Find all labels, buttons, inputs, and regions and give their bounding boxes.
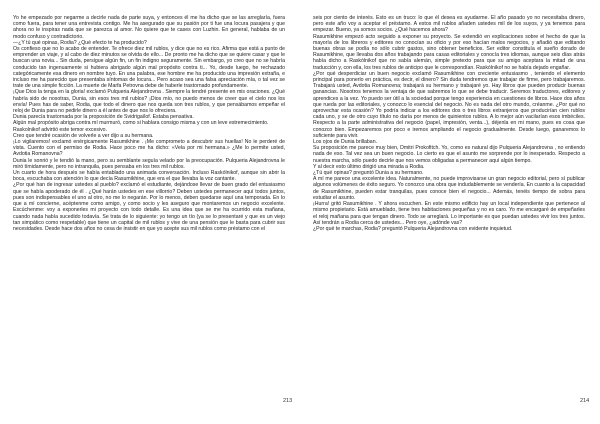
paragraph: seis por ciento de interés. Esto es un truco: lo que él desea es ayudarme. El año pasado yo no necesitaba dinero, pero este año voy a aceptar el préstamo. A estos mil rublos añaden ustedes mil de los suyos, y ya tenemos para empezar. Bueno, ya somos socios. ¿Qué hacemos ahora? — [313, 15, 585, 34]
paragraph: —¿Y tú qué opinas, Rodia? ¿Qué efecto te ha producido? — [13, 39, 147, 46]
paragraph: ¿Por qué te marchas, Rodia? preguntó Pulqueria Alejandrovna con evidente inquietud. — [313, 225, 513, 232]
paragraph: Os confieso que no lo acabo de entender. Te ofrece diez mil rublos, y dice que no es rico. Afirma que está a punto de emprender un viaje, y al cabo de diez minutos se olvida de ello... De pronto me ha dicho que se quiere casar y que le buscan una novia... Sin duda, persigue algún fin, un fin indigno seguramente. Sin embargo, yo creo que no se habría conducido tan ingenuamente si hubiera abrigado algún mal propósito contra ti... Yo, desde luego, he rechazado categóricamente esa dinero en nombre tuyo. En una palabra, ese hombre me ha producido una impresión extraña, e incluso me ha parecido que presentaba síntomas de locura... Pero acaso sea una falsa apreciación mía, o tal vez se trate de una simple ficción. La muerte de Marfa Petrovna debe de haberle trastornado profundamente. — [13, 46, 285, 90]
paragraph: ¡Que Dios la tenga en la gloria! exclamó Pulqueria Alejandrovna . Siempre la tendré presente en mis oraciones. ¿Qué habría sido de nosotras, Dunia, sin esos tres mil rublos? ¡Dios mío, no puedo menos de creer que el cielo nos los envía! Pues has de saber, Rodia, que todo el dinero que nos queda son tres rublos, y que pensábamos empeñar el reloj de Dunia para no pedirle dinero a él antes de que nos lo ofreciera. — [13, 89, 285, 115]
paragraph: Creo que tendré ocasión de volverle a ver dijo a su hermana. — [13, 132, 154, 139]
left-page — [13, 15, 285, 232]
paragraph: ¿Por qué han de ingresar ustedes al pueblo? exclamó el estudiante, dejándose llevar de buen grado del entusiasmo que se había apoderado de él . ¿Qué harán ustedes en ese villorrio? Deben ustedes permanecer aquí todos juntos, pues son indispensables el uno al otro, no me lo negarán. Por lo menos, deben quedarse aquí una temporada. En lo que a mí concierne, acéptenme como amigo, y como socio y les aseguro que montaremos un negocio excelente. Escúchenme: voy a exponerles mi proyecto con todo detalle. Es una idea que se me ha ocurrido esta mañana, cuando nada había sucedido todavía. Se trata de lo siguiente: yo tengo un tío (ya se lo presentaré y que es un viejo tan simpático como respetable) que tiene un capital de mil rublos y vive de una pensión que le basta para cubrir sus necesidades. Desde hace dos años no cesa de insistir en que yo acepte sus mil rublos como préstamo con el — [13, 182, 285, 232]
page-number-left: 213 — [283, 398, 293, 404]
paragraph: A mí me parece una excelente idea. Naturalmente, no puede improvisarse un gran negocio editorial, pero sí publicar algunos volúmenes de éxito seguro. Yo conozco una obra que indudablemente se vendería. En cuanto a la capacidad de Rasumikhine, pueden estar tranquilas, pues conoce bien el negocio... Además, tenéis tiempo de sobra para estudiar el asunto. — [313, 176, 585, 201]
paragraph: ¡Hurra! gritó Rasumikhine . Y ahora escuchen. En este mismo edificio hay un local independiente que pertenece al mismo propietario. Está amueblado, tiene tres habitaciones pequeñas y no es caro. Yo me encargaré de empeñarles el reloj mañana para que tengan dinero. Todo se arreglará. Lo importante es que puedan ustedes vivir los tres juntos. Así tendrán a Rodia cerca de ustedes... Pero oye, ¿adónde vas? — [313, 201, 585, 226]
paragraph: Los ojos de Dunia brillaban. — [313, 139, 378, 146]
paragraph: Yo he empezado por negarme a decirle nada de parte suya, y entonces él me ha dicho que se las arreglaría, fuera como fuera, para tener una entrevista contigo. Me ha asegurado que su pasión por ti fue una locura pasajera y que ahora no le inspiras nada que se parezca al amor. No quiere que te cases con Luzhin. En general, hablaba de un modo confuso y contradictorio. — [13, 15, 285, 40]
paragraph: Y al decir esto último dirigió una mirada a Rodia. — [313, 163, 425, 170]
page-number-right: 214 — [580, 398, 590, 404]
paragraph: Rasumikhine empezó acto seguido a exponer su proyecto. Se extendió en explicaciones sobre el hecho de que la mayoría de los libreros y editores no conocían su oficio y por eso hacían malos negocios, y añadió que editando buenas obras se podía no sólo cubrir gastos, sino obtener beneficios. Ser editor constituía el sueño dorado de Rasumikhine, que llevaba dos años trabajando para casas editoriales y conocía tres idiomas, aunque seis días atrás había dicho a Raskólnikof que no sabía alemán, simple pretexto para que su amigo aceptara la mitad de una traducción y, con ella, los tres rublos de anticipo que le correspondían. Raskólnikof no se había dejado engañar. — [313, 33, 585, 71]
paragraph: ¡Lo vigilaremos! exclamó enérgicamente Rasumikhine . ¡Me comprometo a descubrir sus huellas! No le perderé de vista. Cuento con el permiso de Rodia. Hace poco me ha dicho: «Vela por mi hermana.» ¿Me lo permite usted, Avdotia Romanovna? — [13, 139, 285, 158]
paragraph: Dunia le sonrió y le tendió la mano, pero su semblante seguía velado por la preocupación. Pulqueria Alejandrovna le miró tímidamente, pero no intranquila, pues pensaba en los tres mil rublos. — [13, 157, 285, 170]
paragraph: Algún mal propósito abriga contra mí murmuró, como si hablara consigo misma y con un leve estremecimiento. — [13, 120, 269, 127]
paragraph: Un cuarto de hora después se había entablado una animada conversación. Incluso Raskólnikof, aunque sin abrir la boca, escuchaba con atención lo que decía Rasumikhine, que era el que llevaba la voz cantante. — [13, 170, 285, 183]
paragraph: Raskolnikof advirtió este temor excesivo. — [13, 126, 107, 133]
paragraph: Dunia parecía trastornada por la proposición de Svidrigaïlof. Estaba pensativa. — [13, 114, 194, 121]
paragraph: Su proposición me parece muy bien, Dmitri Prokofitch. Yo, como es natural dijo Pulqueria Alejandrovna , no entiendo nada de eso. Tal vez sea un buen negocio. Lo cierto es que el asunto me sorprende por lo inesperado. Respecto a nuestra marcha, sólo puedo decirle que nos vemos obligadas a permanecer aquí algún tiempo. — [313, 145, 585, 164]
paragraph: ¿Tú qué opinas? preguntó Dunia a su hermano. — [313, 170, 424, 177]
right-page — [313, 15, 585, 232]
paragraph: ¿Por qué desperdiciar un buen negocio exclamó Rasumikhine con creciente entusiasmo , teniendo el elemento principal para ponerlo en práctica, es decir, el dinero? Sin duda tendremos que trabajar de firme, pero trabajaremos. Trabajará usted, Avdotia Romanovna; trabajará su hermano y trabajaré yo. Hay libros que pueden producir buenas ganancias. Nosotros tenemos la ventaja de que sabremos lo que se debe traducir. Seremos traductores, editores y aprendices a la vez. Yo puedo ser útil a la sociedad porque tengo experiencia en cuestiones de libros. Hace dos años que rueda por las editoriales, y conozco lo esencial del negocio. No es nada del otro mundo, créanme. ¿Por qué no aprovechar esta ocasión? Yo podría indicar a los editores dos o tres libros extranjeros que producirían cien rublos cada uno, y se de otro cuyo título no daría por menos de quinientos rublos. A lo mejor aún vacilarían esos imbéciles. Respecto a la parte administrativa del negocio (papel, impresión, venta...), déjenla en mi mano, pues es cosa que conozco bien. Empezaremos por poco e iremos ampliando el negocio gradualmente. Desde luego, ganaremos lo suficiente para vivir. — [313, 70, 585, 139]
right-page-body — [313, 15, 585, 232]
left-page-body — [13, 15, 285, 232]
